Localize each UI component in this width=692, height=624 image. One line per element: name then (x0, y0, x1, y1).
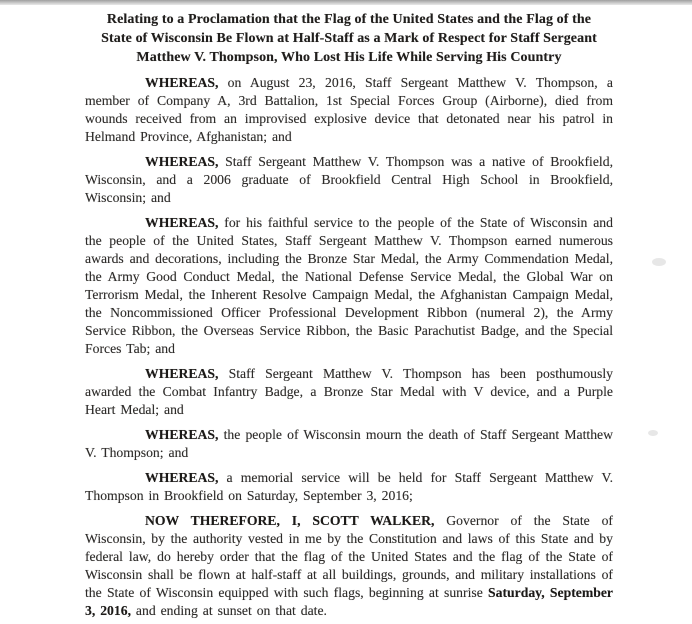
title-line-1: Relating to a Proclamation that the Flag of the United States and the Flag of the (106, 12, 592, 27)
scan-speckle (648, 430, 658, 436)
proclamation-order (85, 512, 613, 620)
now-therefore-lead: NOW THEREFORE, I, SCOTT WALKER, (145, 513, 435, 528)
whereas-clause-5 (85, 426, 613, 462)
order-text-1: Governor of the State of Wisconsin, by the authority vested in me by the Constitution and laws of this State and by federal law, do hereby order that the flag of the United States and the flag of the State of Wisconsin shall be flown at half-staff at all buildings, grounds, and military installations of the State of Wisconsin equipped with such flags, beginning at sunrise (85, 513, 613, 600)
whereas-clause-6 (85, 469, 613, 505)
whereas-clause-2 (85, 153, 613, 207)
whereas-lead: WHEREAS, (145, 75, 219, 90)
whereas-lead: WHEREAS, (145, 215, 219, 230)
order-text-2: and ending at sunset on that date. (130, 603, 327, 618)
clause-text: Staff Sergeant Matthew V. Thompson has been posthumously awarded the Combat Infantry Badge, a Bronze Star Medal with V device, and a Purple Heart Medal; and (85, 366, 613, 417)
clause-text: a memorial service will be held for Staff Sergeant Matthew V. Thompson in Brookfield on Saturday, September 3, 2016; (85, 470, 613, 503)
whereas-lead: WHEREAS, (145, 470, 219, 485)
clause-text: the people of Wisconsin mourn the death of Staff Sergeant Matthew V. Thompson; and (85, 427, 613, 460)
whereas-clause-1 (85, 74, 613, 146)
clause-text: Staff Sergeant Matthew V. Thompson was a native of Brookfield, Wisconsin, and a 2006 graduate of Brookfield Central High School in Brookfield, Wisconsin; and (85, 154, 613, 205)
scan-edge-artifact (0, 0, 692, 5)
whereas-clause-4 (85, 365, 613, 419)
title-line-3: Matthew V. Thompson, Who Lost His Life While Serving His Country (136, 50, 562, 65)
whereas-clause-3 (85, 214, 613, 358)
order-date: Saturday, September 3, 2016, (85, 585, 613, 618)
whereas-lead: WHEREAS, (145, 427, 219, 442)
whereas-lead: WHEREAS, (145, 366, 219, 381)
clause-text: for his faithful service to the people of the State of Wisconsin and the people of the United States, Staff Sergeant Matthew V. Thompson earned numerous awards and decorations, including the Bronze Star Medal, the Army Commendation Medal, the Army Good Conduct Medal, the National Defense Service Medal, the Global War on Terrorism Medal, the Inherent Resolve Campaign Medal, the Afghanistan Campaign Medal, the Noncommissioned Officer Professional Development Ribbon (numeral 2), the Army Service Ribbon, the Overseas Service Ribbon, the Basic Parachutist Badge, and the Special Forces Tab; and (85, 215, 613, 356)
whereas-lead: WHEREAS, (145, 154, 219, 169)
scan-speckle (652, 258, 666, 266)
clause-text: on August 23, 2016, Staff Sergeant Matthew V. Thompson, a member of Company A, 3rd Battalion, 1st Special Forces Group (Airborne), died from wounds received from an improvised explosive device that detonated near his patrol in Helmand Province, Afghanistan; and (85, 75, 613, 144)
document-title (85, 10, 613, 67)
title-line-2: State of Wisconsin Be Flown at Half-Staff as a Mark of Respect for Staff Sergeant (101, 31, 597, 46)
